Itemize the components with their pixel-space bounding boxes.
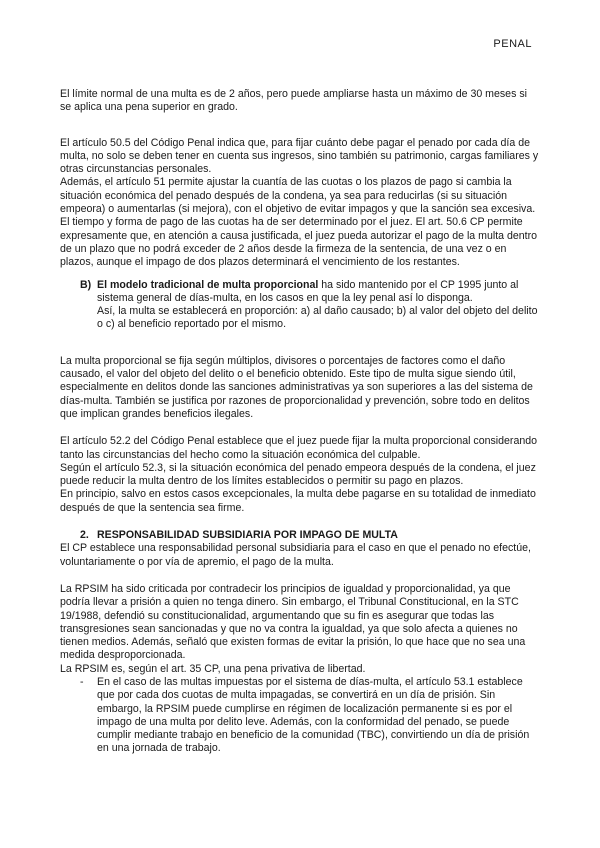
section-b-marker: B) <box>80 278 92 291</box>
paragraph-principio: En principio, salvo en estos casos excepcionales, la multa debe pagarse en su totalidad de inmediato después de que la sentencia sea firme. <box>60 488 536 514</box>
document-body <box>60 88 540 756</box>
section-b-text2: Así, la multa se establecerá en proporción: a) al daño causado; b) al valor del objeto del delito o c) al beneficio reportado por el mismo. <box>97 305 538 331</box>
section-2-number: 2. <box>80 529 89 542</box>
page-header: PENAL <box>493 38 532 50</box>
paragraph-art-51: Además, el artículo 51 permite ajustar la cuantía de las cuotas o los plazos de pago si cambia la situación económica del penado después de la condena, ya sea para reducirlas (si su situación empeora) o aumentarlas (si mejora), con el objetivo de evitar impagos y que la sanción sea excesiva. <box>60 176 536 216</box>
rpsim-list <box>60 676 540 756</box>
paragraph-proporcional: La multa proporcional se fija según múltiplos, divisores o porcentajes de factores como el daño causado, el valor del objeto del delito o el beneficio obtenido. Este tipo de multa sigue siendo útil, especialmente en delitos donde las sanciones administrativas ya son superiores a las del sistema de días-multa. También se justifica por razones de proporcionalidad y prevención, sobre todo en delitos que implican grandes beneficios ilegales. <box>60 354 533 420</box>
section-b-item <box>60 279 540 332</box>
rpsim-list-text: En el caso de las multas impuestas por el sistema de días-multa, el artículo 53.1 establece que por cada dos cuotas de multa impagadas, se convertirá en un día de prisión. Sin embargo, la RPSIM puede cumplirse en régimen de localización permanente si es por el impago de una multa por delito leve. Además, con la conformidad del penado, se puede cumplir mediante trabajo en beneficio de la comunidad (TBC), convirtiendo un día de prisión en una jornada de trabajo. <box>97 675 530 755</box>
rpsim-list-item <box>60 676 540 756</box>
section-b-text: ha sido mantenido por el CP 1995 junto al sistema general de días-multa, en los casos en que la ley penal así lo disponga. <box>97 278 519 304</box>
paragraph-art-52-2: El artículo 52.2 del Código Penal establece que el juez puede fijar la multa proporcional considerando tanto las circunstancias del hecho como la situación económica del culpable. <box>60 435 538 461</box>
section-b-heading: El modelo tradicional de multa proporcional <box>97 278 319 291</box>
section-2-title: RESPONSABILIDAD SUBSIDIARIA POR IMPAGO DE MULTA <box>97 529 398 542</box>
paragraph-art-50-6: El tiempo y forma de pago de las cuotas ha de ser determinado por el juez. El art. 50.6 CP permite expresamente que, en atención a causa justificada, el juez pueda autorizar el pago de la multa dentro de un plazo que no podrá exceder de 2 años desde la firmeza de la sentencia, de una vez o en plazos, aunque el impago de dos plazos determinará el vencimiento de los restantes. <box>60 216 538 269</box>
paragraph-art-50-5: El artículo 50.5 del Código Penal indica que, para fijar cuánto debe pagar el penado por cada día de multa, no solo se deben tener en cuenta sus ingresos, sino también su patrimonio, cargas familiares y otras circunstancias personales. <box>60 136 539 176</box>
paragraph-art-52-3: Según el artículo 52.3, si la situación económica del penado empeora después de la condena, el juez puede reducir la multa dentro de los límites establecidos o permitir su pago en plazos. <box>60 461 536 488</box>
section-b-list <box>60 279 540 332</box>
dash-bullet: - <box>80 675 84 688</box>
paragraph-rpsim-intro: El CP establece una responsabilidad personal subsidiaria para el caso en que el penado no efectúe, voluntariamente o por vía de apremio, el pago de la multa. <box>60 542 531 568</box>
paragraph-limite: El límite normal de una multa es de 2 años, pero puede ampliarse hasta un máximo de 30 meses si se aplica una pena superior en grado. <box>60 88 527 114</box>
paragraph-rpsim-critica: La RPSIM ha sido criticada por contradecir los principios de igualdad y proporcionalidad, ya que podría llevar a prisión a quien no tenga dinero. Sin embargo, el Tribunal Constitucional, en la STC 19/1988, defendió su constitucionalidad, argumentando que su fin es asegurar que todas las transgresiones sean sancionadas y que no va contra la igualdad, ya que solo afecta a quienes no tienen medios. Además, señaló que existen formas de evitar la prisión, lo que hace que no sea una medida desproporcionada. <box>60 582 526 662</box>
section-2-heading <box>60 529 540 542</box>
paragraph-rpsim-art-35: La RPSIM es, según el art. 35 CP, una pena privativa de libertad. <box>60 662 366 675</box>
